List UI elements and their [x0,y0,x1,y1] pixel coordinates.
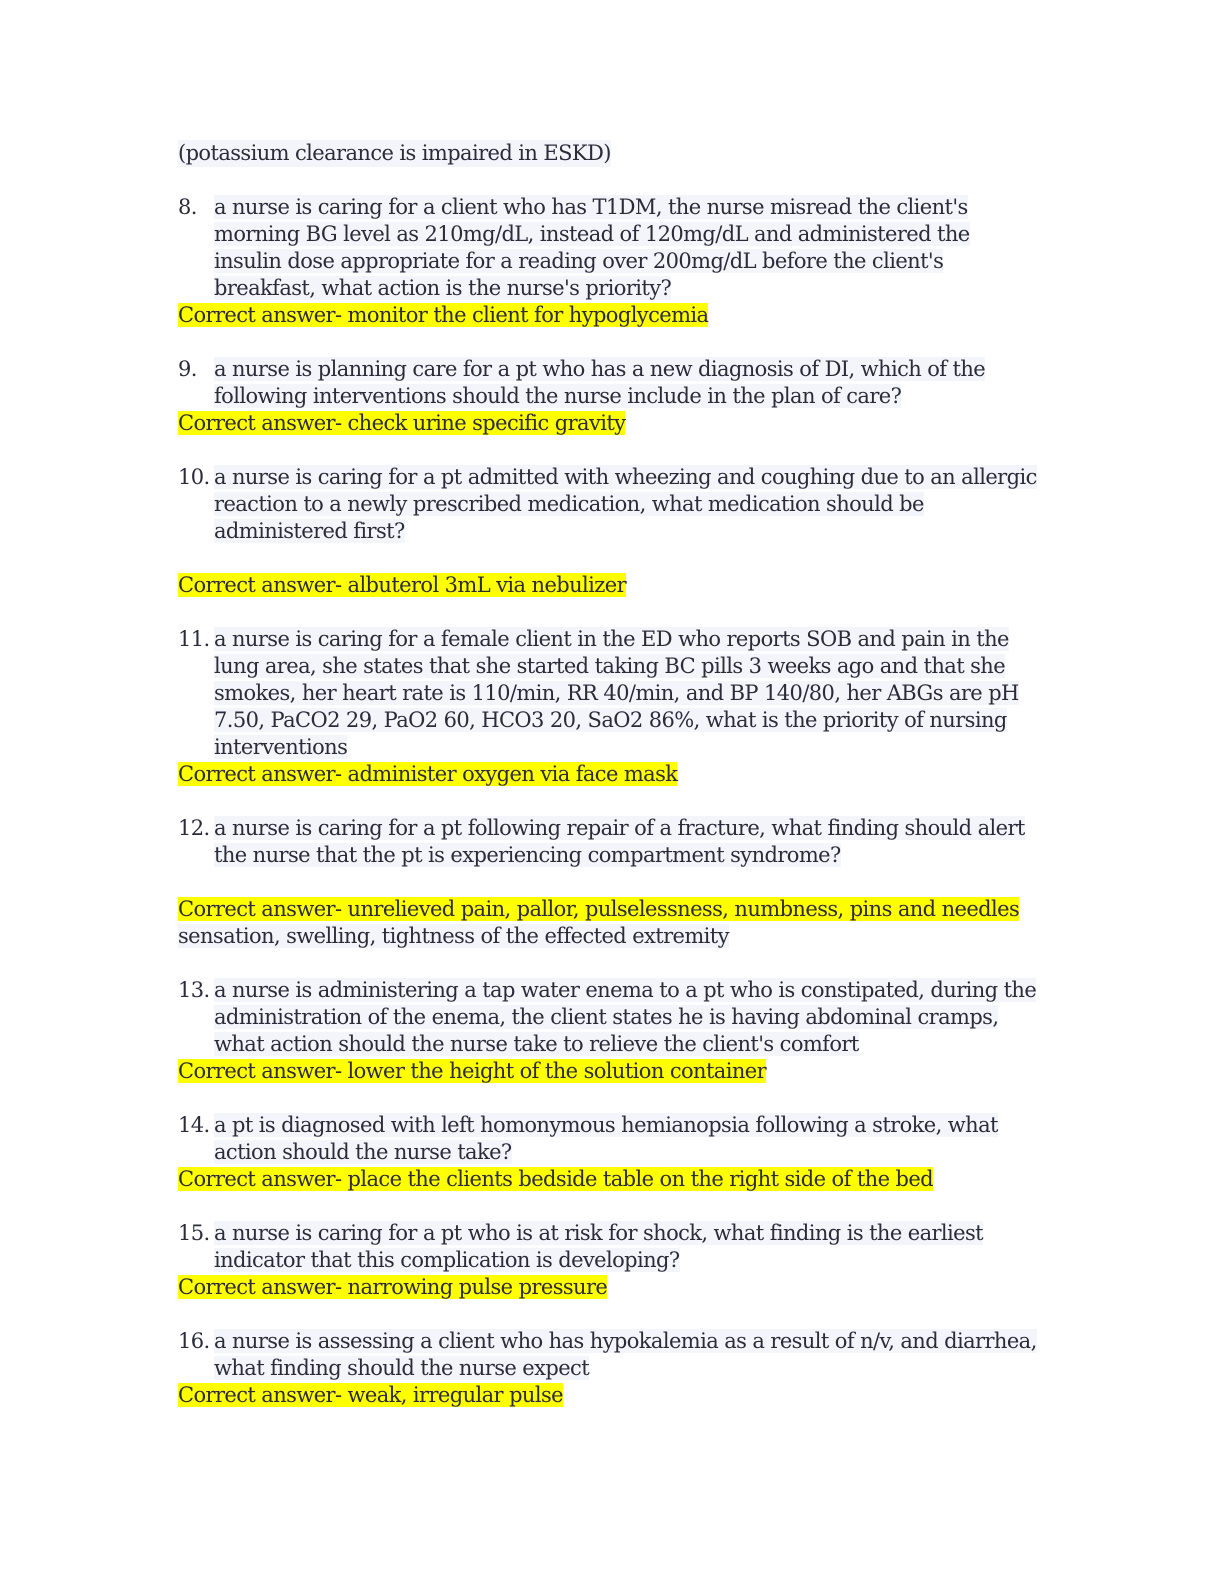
question-text-wrap [214,356,1078,410]
question-item [178,1112,1078,1193]
question-number: 13. [178,978,210,1002]
question-number: 9. [178,357,197,381]
question-text-wrap [214,1112,1078,1166]
question-text: a nurse is caring for a pt who is at risk for shock, what finding is the earliest indicator that this complication is developing? [214,1221,984,1272]
answer-line [178,572,1078,599]
question-item [178,356,1078,437]
correct-answer-highlight: Correct answer- narrowing pulse pressure [178,1275,608,1299]
question-number: 15. [178,1221,210,1245]
intro-text: (potassium clearance is impaired in ESKD) [178,141,611,165]
correct-answer-highlight: Correct answer- administer oxygen via face mask [178,762,678,786]
question-text: a pt is diagnosed with left homonymous hemianopsia following a stroke, what action should the nurse take? [214,1113,998,1164]
question-number: 10. [178,465,210,489]
correct-answer-highlight: Correct answer- unrelieved pain, pallor, pulselessness, numbness, pins and needles [178,897,1020,921]
question-text: a nurse is caring for a pt admitted with wheezing and coughing due to an allergic reaction to a newly prescribed medication, what medication should be administered first? [214,465,1037,543]
intro-line [178,140,1078,194]
correct-answer-highlight: Correct answer- albuterol 3mL via nebulizer [178,573,627,597]
question-item [178,1220,1078,1301]
answer-continuation: sensation, swelling, tightness of the effected extremity [178,924,729,948]
answer-line [178,1058,1078,1085]
question-row [178,977,1078,1058]
question-number: 12. [178,816,210,840]
question-row [178,464,1078,545]
answer-line [178,1166,1078,1193]
question-item [178,977,1078,1085]
answer-continuation-line [178,923,1078,950]
question-row [178,815,1078,869]
question-row [178,1328,1078,1382]
answer-line [178,302,1078,329]
question-item [178,626,1078,788]
correct-answer-highlight: Correct answer- monitor the client for hypoglycemia [178,303,709,327]
question-text: a nurse is caring for a pt following repair of a fracture, what finding should alert the nurse that the pt is experiencing compartment syndrome? [214,816,1025,867]
answer-line [178,896,1078,923]
correct-answer-highlight: Correct answer- lower the height of the solution container [178,1059,767,1083]
document-page [178,140,1078,1436]
correct-answer-highlight: Correct answer- check urine specific gravity [178,411,626,435]
question-text: a nurse is caring for a female client in the ED who reports SOB and pain in the lung area, she states that she started taking BC pills 3 weeks ago and that she smokes, her heart rate is 110/min, RR 40/min, and BP 140/80, her ABGs are pH 7.50, PaCO2 29, PaO2 60, HCO3 20, SaO2 86%, what is the priority of nursing interventions [214,627,1019,759]
question-number: 14. [178,1113,210,1137]
question-item [178,815,1078,950]
spacer [178,545,1078,572]
answer-line [178,410,1078,437]
question-text-wrap [214,626,1078,761]
question-row [178,1112,1078,1166]
question-text-wrap [214,1220,1078,1274]
question-row [178,356,1078,410]
correct-answer-highlight: Correct answer- weak, irregular pulse [178,1383,563,1407]
question-text-wrap [214,194,1078,302]
question-number: 11. [178,627,210,651]
question-text-wrap [214,1328,1078,1382]
question-text-wrap [214,977,1078,1058]
question-item [178,1328,1078,1409]
question-text: a nurse is assessing a client who has hypokalemia as a result of n/v, and diarrhea, what finding should the nurse expect [214,1329,1037,1380]
question-text-wrap [214,815,1078,869]
spacer [178,869,1078,896]
question-text: a nurse is administering a tap water enema to a pt who is constipated, during the administration of the enema, the client states he is having abdominal cramps, what action should the nurse take to relieve the client's comfort [214,978,1037,1056]
question-number: 16. [178,1329,210,1353]
question-number: 8. [178,195,197,219]
question-text: a nurse is planning care for a pt who has a new diagnosis of DI, which of the following interventions should the nurse include in the plan of care? [214,357,986,408]
question-item [178,194,1078,329]
question-item [178,464,1078,599]
question-row [178,626,1078,761]
answer-line [178,1382,1078,1409]
question-row [178,194,1078,302]
answer-line [178,1274,1078,1301]
question-text-wrap [214,464,1078,545]
question-list [178,194,1078,1409]
question-row [178,1220,1078,1274]
question-text: a nurse is caring for a client who has T1DM, the nurse misread the client's morning BG level as 210mg/dL, instead of 120mg/dL and administered the insulin dose appropriate for a reading over 200mg/dL before the client's breakfast, what action is the nurse's priority? [214,195,970,300]
answer-line [178,761,1078,788]
correct-answer-highlight: Correct answer- place the clients bedside table on the right side of the bed [178,1167,934,1191]
